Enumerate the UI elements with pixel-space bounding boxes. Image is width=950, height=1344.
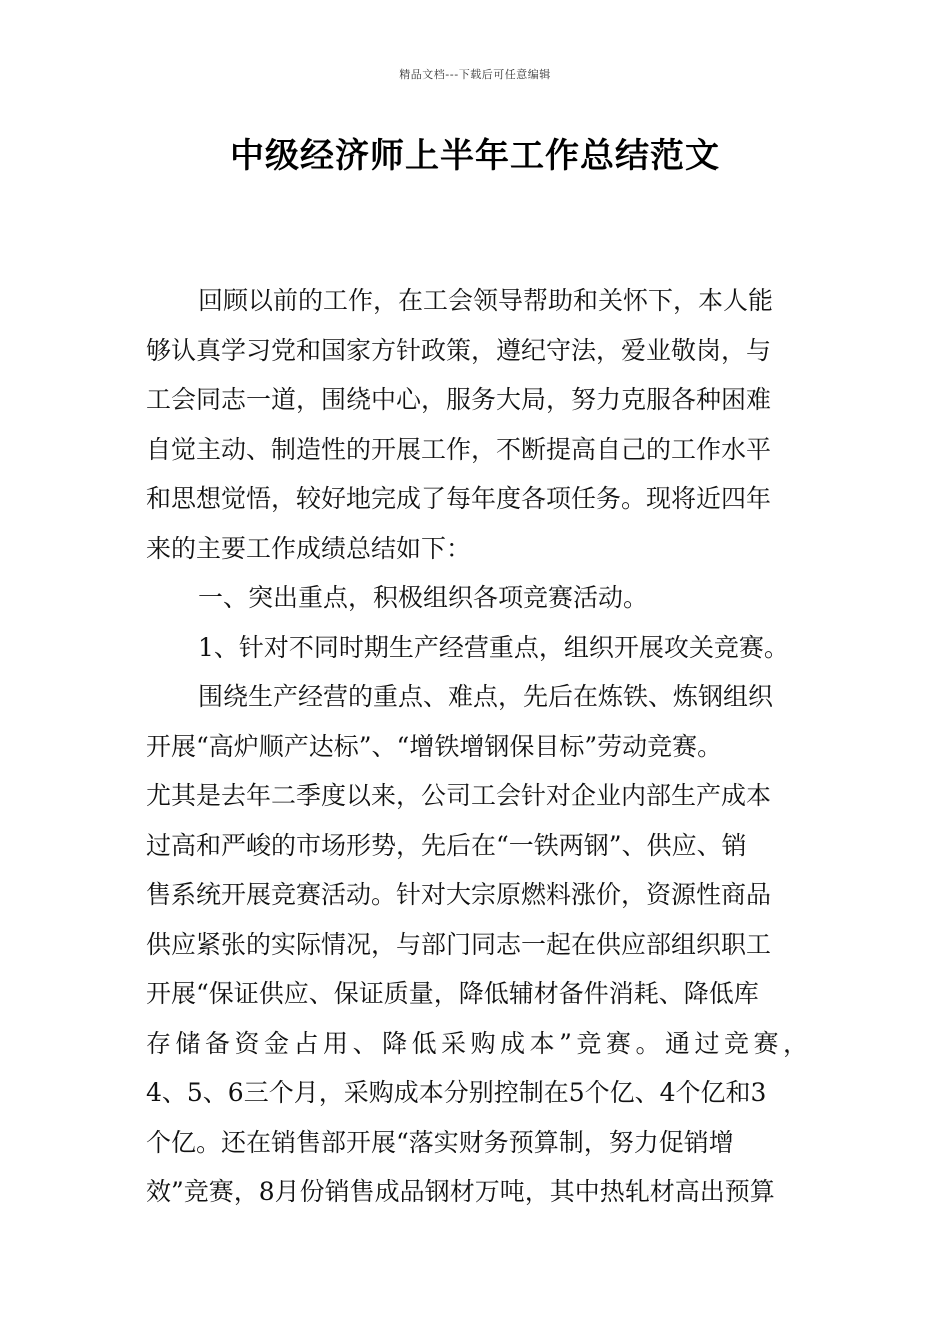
body-line: 围绕生产经营的重点、难点，先后在炼铁、炼钢组织 bbox=[198, 682, 774, 711]
body-line: 工会同志一道，围绕中心，服务大局，努力克服各种困难 bbox=[146, 385, 772, 414]
body-line: 自觉主动、制造性的开展工作，不断提高自己的工作水平 bbox=[146, 434, 772, 464]
document-title: 中级经济师上半年工作总结范文 bbox=[230, 136, 720, 176]
subsection-heading: 1、针对不同时期生产经营重点，组织开展攻关竞赛。 bbox=[198, 632, 789, 662]
section-heading: 一、突出重点，积极组织各项竞赛活动。 bbox=[198, 583, 649, 612]
body-line: 开展“高炉顺产达标”、“增铁增钢保目标”劳动竞赛。 bbox=[146, 731, 723, 761]
body-line: 够认真学习党和国家方针政策，遵纪守法，爱业敬岗，与 bbox=[146, 335, 772, 365]
header-note: 精品文档---下载后可任意编辑 bbox=[399, 68, 551, 81]
body-line: 存储备资金占用、降低采购成本”竞赛。通过竞赛， bbox=[146, 1028, 808, 1058]
body-line: 效”竞赛，8月份销售成品钢材万吨，其中热轧材高出预算 bbox=[146, 1177, 775, 1206]
body-line: 和思想觉悟，较好地完成了每年度各项任务。现将近四年 bbox=[146, 484, 772, 513]
body-line: 供应紧张的实际情况，与部门同志一起在供应部组织职工 bbox=[146, 929, 772, 959]
body-line: 个亿。还在销售部开展“落实财务预算制，努力促销增 bbox=[146, 1127, 734, 1157]
body-text bbox=[146, 276, 808, 1217]
body-line: 开展“保证供应、保证质量，降低辅材备件消耗、降低库 bbox=[146, 979, 759, 1008]
body-line: 售系统开展竞赛活动。针对大宗原燃料涨价，资源性商品 bbox=[146, 880, 772, 909]
body-line: 回顾以前的工作，在工会领导帮助和关怀下，本人能 bbox=[198, 286, 774, 315]
body-line: 过高和严峻的市场形势，先后在“一铁两钢”、供应、销 bbox=[146, 830, 747, 860]
body-line: 4、5、6三个月，采购成本分别控制在5个亿、4个亿和3 bbox=[146, 1078, 767, 1107]
body-line: 来的主要工作成绩总结如下： bbox=[146, 533, 472, 563]
body-line: 尤其是去年二季度以来，公司工会针对企业内部生产成本 bbox=[146, 781, 772, 810]
